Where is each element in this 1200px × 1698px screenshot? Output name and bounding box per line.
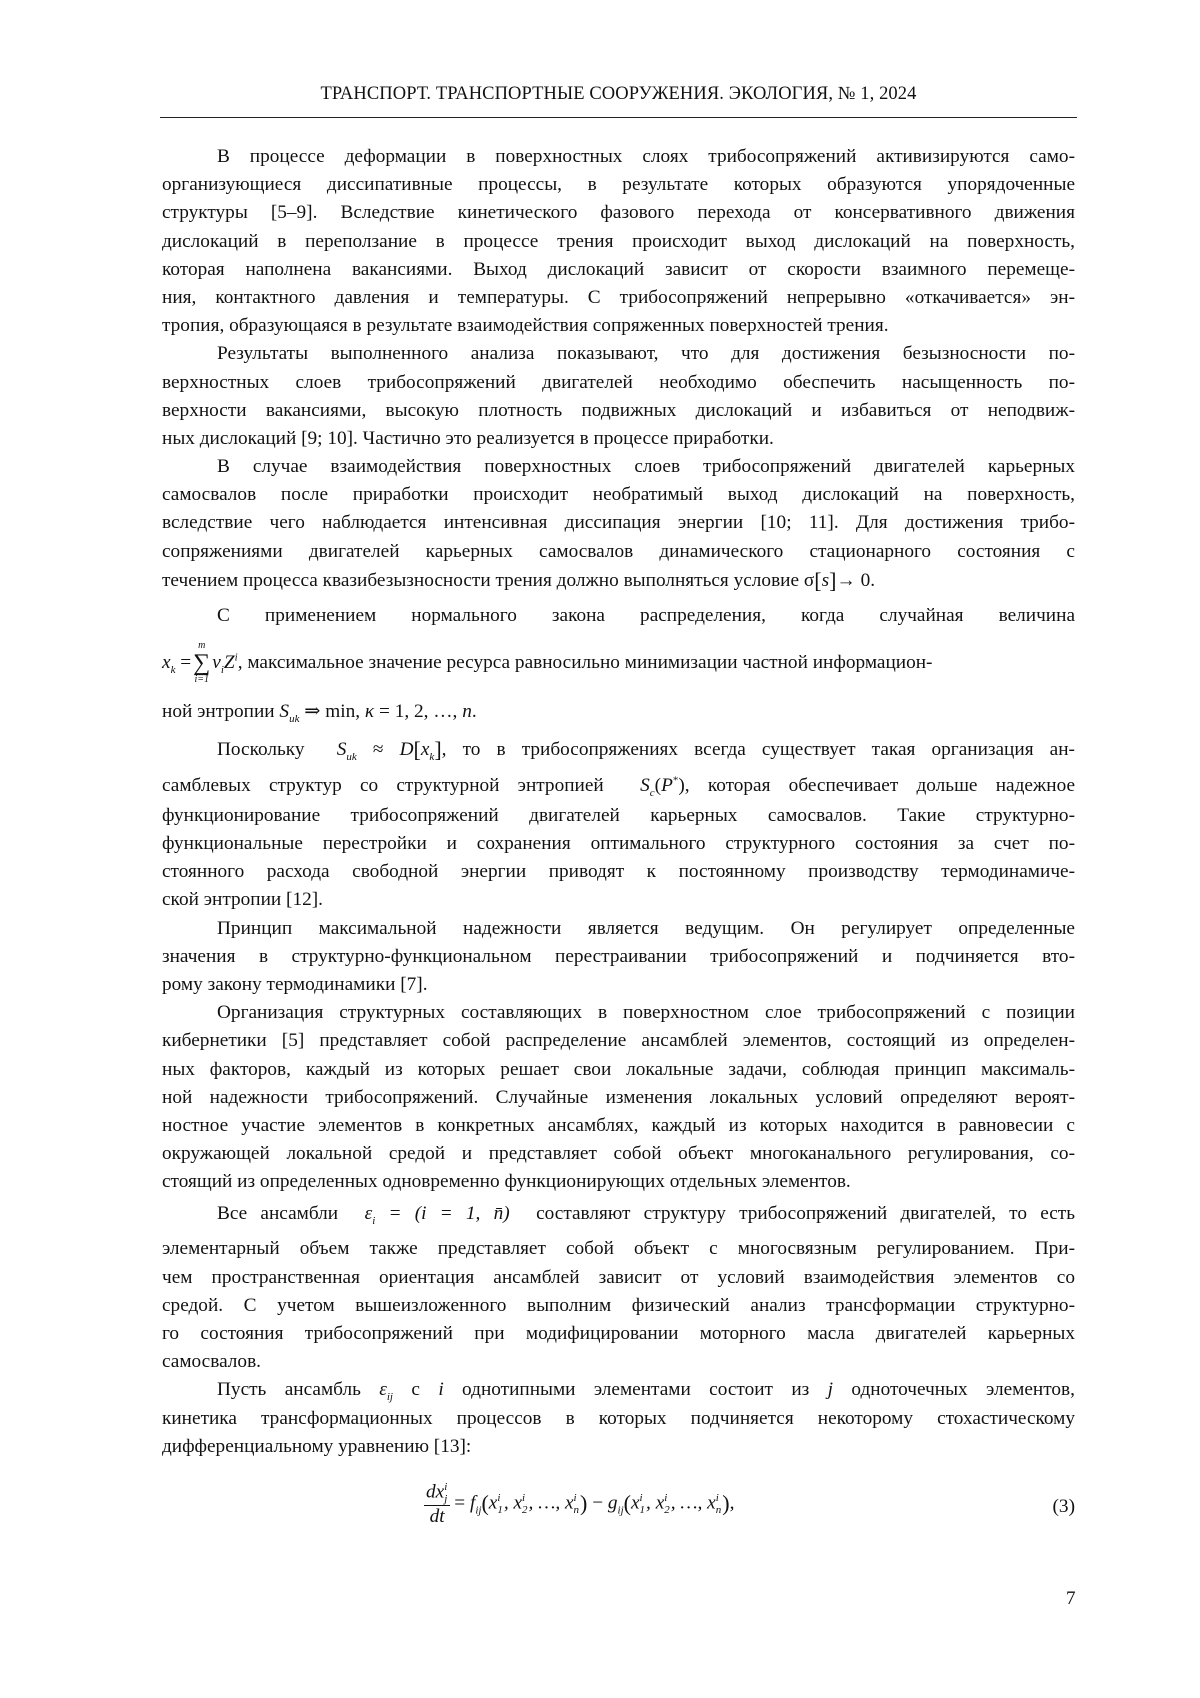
running-header: ТРАНСПОРТ. ТРАНСПОРТНЫЕ СООРУЖЕНИЯ. ЭКОЛОГИЯ, № 1, 2024 xyxy=(160,84,1077,105)
text-line: ния, контактного давления и температуры. С трибосопряжений непрерывно «откачивается» эн- xyxy=(162,284,1075,312)
text-line: В случае взаимодействия поверхностных слоев трибосопряжений двигателей карьерных xyxy=(162,453,1075,481)
text-line: функционирование трибосопряжений двигателей карьерных самосвалов. Такие структурно- xyxy=(162,802,1075,830)
text-line: Принцип максимальной надежности является ведущим. Он регулирует определенные xyxy=(162,915,1075,943)
text-line: вследствие чего наблюдается интенсивная диссипация энергии [10; 11]. Для достижения трибо- xyxy=(162,509,1075,537)
equation-body xyxy=(424,1481,734,1528)
text-line: Результаты выполненного анализа показывают, что для достижения безызносности по- xyxy=(162,340,1075,368)
text-line: стоящий из определенных одновременно функционирующих отдельных элементов. xyxy=(162,1168,1075,1196)
text-line: структуры [5–9]. Вследствие кинетического фазового перехода от консервативного движения xyxy=(162,199,1075,227)
paragraph-1 xyxy=(162,143,1075,340)
text-line: самосвалов. xyxy=(162,1348,1075,1376)
article-body xyxy=(162,143,1075,1541)
paragraph-4 xyxy=(162,596,1075,730)
page-number: 7 xyxy=(1066,1588,1076,1610)
text-line: дислокаций в переползание в процессе трения происходит выход дислокаций на поверхность, xyxy=(162,228,1075,256)
equation-rhs: = fij(x i 1 , x i 2 , …, x i n ) − gij(x i 1 , x i 2 , …, x i n ), xyxy=(454,1492,734,1516)
text-line: го состояния трибосопряжений при модифицировании моторного масла двигателей карьерных xyxy=(162,1320,1075,1348)
text-line: ностное участие элементов в конкретных ансамблях, каждый из которых находится в равновесии с xyxy=(162,1112,1075,1140)
text-line: верхности вакансиями, высокую плотность подвижных дислокаций и избавиться от неподвиж- xyxy=(162,397,1075,425)
text-line: ных дислокаций [9; 10]. Частично это реализуется в процессе приработки. xyxy=(162,425,1075,453)
text-line: дифференциальному уравнению [13]: xyxy=(162,1433,1075,1461)
text-line: организующиеся диссипативные процессы, в результате которых образуются упорядоченные xyxy=(162,171,1075,199)
text-line: кибернетики [5] представляет собой распределение ансамблей элементов, состоящий из определен- xyxy=(162,1027,1075,1055)
text-line: ной надежности трибосопряжений. Случайные изменения локальных условий определяют вероят- xyxy=(162,1084,1075,1112)
text-line: ных факторов, каждый из которых решает свои локальные задачи, соблюдая принцип максималь- xyxy=(162,1056,1075,1084)
text-line: верхностных слоев трибосопряжений двигателей необходимо обеспечить насыщенность по- xyxy=(162,369,1075,397)
math-sum-formula: xk = m ∑ i=1 νiZi xyxy=(162,652,238,673)
math-condition: σ[s]→ 0. xyxy=(804,570,875,591)
text-line: самосвалов после приработки происходит необратимый выход дислокаций на поверхность, xyxy=(162,481,1075,509)
text-line: Организация структурных составляющих в поверхностном слое трибосопряжений с позиции xyxy=(162,999,1075,1027)
paragraph-4-sum-line: xk = m ∑ i=1 νiZi, максимальное значение ресурса равносильно минимизации частной информацион- xyxy=(162,633,1075,693)
text-line: стоянного расхода свободной энергии приводят к постоянному производству термодинамиче- xyxy=(162,858,1075,886)
paragraph-5-line: самблевых структур со структурной энтропией Sc(P*), которая обеспечивает дольше надежное xyxy=(162,768,1075,802)
paragraph-4-entropy-line: ной энтропии Suk ⇒ min, κ = 1, 2, …, n. xyxy=(162,693,1075,730)
text-line: средой. С учетом вышеизложенного выполним физический анализ трансформации структурно- xyxy=(162,1292,1075,1320)
paragraph-9 xyxy=(162,1376,1075,1461)
text-line: кинетика трансформационных процессов в которых подчиняется некоторому стохастическому xyxy=(162,1405,1075,1433)
paragraph-5 xyxy=(162,730,1075,915)
text-line: тропия, образующаяся в результате взаимодействия сопряженных поверхностей трения. xyxy=(162,312,1075,340)
paragraph-5-line: Поскольку Suk ≈ D[xk], то в трибосопряжениях всегда существует такая организация ан- xyxy=(162,730,1075,768)
paragraph-2 xyxy=(162,340,1075,453)
text-line: чем пространственная ориентация ансамблей зависит от условий взаимодействия элементов со xyxy=(162,1264,1075,1292)
paragraph-9-lines xyxy=(162,1405,1075,1461)
text-line: В процессе деформации в поверхностных слоях трибосопряжений активизируются само- xyxy=(162,143,1075,171)
paragraph-5-lines xyxy=(162,802,1075,915)
derivative-fraction: dx i j dt xyxy=(424,1481,450,1528)
paragraph-8 xyxy=(162,1196,1075,1376)
text-line: элементарный объем также представляет собой объект с многосвязным регулированием. При- xyxy=(162,1235,1075,1263)
paragraph-3-condition-line: течением процесса квазибезызносности трения должно выполняться условие σ[s]→ 0. xyxy=(162,566,1075,596)
paragraph-8-line: Все ансамбли εi = (i = 1, n̄) составляют структуру трибосопряжений двигателей, то есть xyxy=(162,1196,1075,1235)
text-line: значения в структурно-функциональном перестраивании трибосопряжений и подчиняется вто- xyxy=(162,943,1075,971)
text-line: окружающей локальной средой и представляет собой объект многоканального регулирования, со- xyxy=(162,1140,1075,1168)
paragraph-8-lines xyxy=(162,1235,1075,1376)
paragraph-6 xyxy=(162,915,1075,1000)
equation-number: (3) xyxy=(1053,1496,1075,1518)
paragraph-4-line: С применением нормального закона распределения, когда случайная величина xyxy=(162,596,1075,633)
header-rule xyxy=(160,117,1077,118)
equation-3 xyxy=(162,1481,1075,1541)
paragraph-3-lines xyxy=(162,453,1075,566)
paragraph-7 xyxy=(162,999,1075,1196)
text-line: которая наполнена вакансиями. Выход дислокаций зависит от скорости взаимного перемеще- xyxy=(162,256,1075,284)
paragraph-9-line: Пусть ансамбль εij с i однотипными элементами состоит из j одноточечных элементов, xyxy=(162,1376,1075,1404)
text-line: рому закону термодинамики [7]. xyxy=(162,971,1075,999)
text-line: сопряжениями двигателей карьерных самосвалов динамического стационарного состояния с xyxy=(162,538,1075,566)
paragraph-3 xyxy=(162,453,1075,596)
text-line: функциональные перестройки и сохранения оптимального структурного состояния за счет по- xyxy=(162,830,1075,858)
text-line: ской энтропии [12]. xyxy=(162,886,1075,914)
